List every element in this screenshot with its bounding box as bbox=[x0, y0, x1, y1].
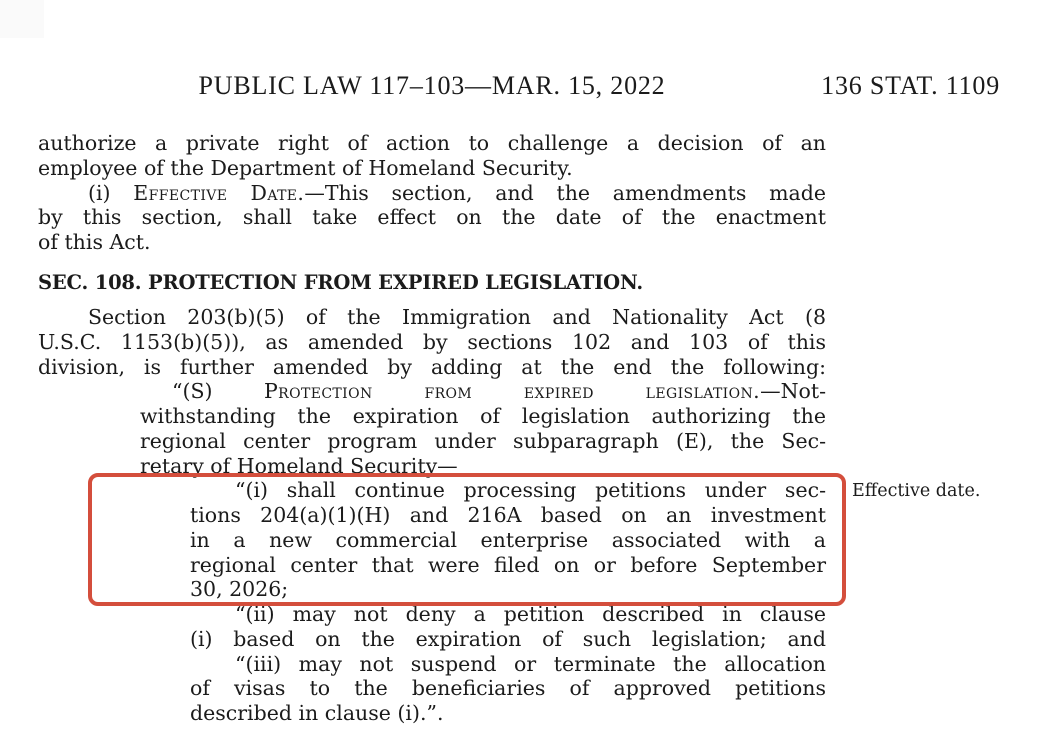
clause-ii-block bbox=[190, 602, 826, 652]
text-line: employee of the Department of Homeland Security. bbox=[38, 155, 573, 180]
text-line: “(iii) may not suspend or terminate the allocation bbox=[235, 651, 826, 676]
small-caps-heading: Protection from expired legislation. bbox=[263, 379, 761, 404]
text-line: 30, 2026; bbox=[190, 577, 289, 602]
text-line: regional center program under subparagraph (E), the Sec- bbox=[140, 428, 826, 453]
text-line: Section 203(b)(5) of the Immigration and Nationality Act (8 bbox=[88, 305, 826, 329]
text-line: in a new commercial enterprise associated with a bbox=[190, 527, 826, 552]
text-line: (i) based on the expiration of such legislation; and bbox=[190, 626, 826, 651]
section-heading: SEC. 108. PROTECTION FROM EXPIRED LEGISLATION. bbox=[38, 270, 643, 294]
statute-text-column bbox=[38, 131, 826, 726]
clause-iii-block bbox=[190, 652, 826, 726]
text-fragment: —Not- bbox=[760, 379, 827, 404]
text-line: U.S.C. 1153(b)(5)), as amended by sections 102 and 103 of this bbox=[38, 329, 826, 354]
text-line: described in clause (i).”. bbox=[190, 701, 444, 725]
text-line: authorize a private right of action to challenge a decision of an bbox=[38, 131, 826, 155]
text-line: regional center that were filed on or before September bbox=[190, 552, 826, 577]
text-line: by this section, shall take effect on the date of the enactment bbox=[38, 205, 826, 230]
text-line: withstanding the expiration of legislation authorizing the bbox=[140, 404, 826, 428]
subsection-s-block bbox=[140, 379, 826, 478]
text-fragment: —This section, and the amendments made bbox=[304, 180, 826, 205]
text-line: of this Act. bbox=[38, 230, 151, 254]
text-line-subsection-s bbox=[140, 379, 826, 404]
small-caps-heading: Effective Date. bbox=[133, 180, 305, 205]
text-line: of visas to the beneficiaries of approved petitions bbox=[190, 676, 826, 701]
text-line: “(i) shall continue processing petitions under sec- bbox=[235, 478, 826, 503]
margin-note-effective-date: Effective date. bbox=[852, 481, 981, 501]
text-line: retary of Homeland Security— bbox=[140, 453, 458, 478]
running-head-title: PUBLIC LAW 117–103—MAR. 15, 2022 bbox=[198, 71, 666, 100]
clause-label: “(S) bbox=[172, 379, 264, 404]
clause-i-block bbox=[190, 478, 826, 602]
clause-label: (i) bbox=[88, 180, 134, 205]
text-line: “(ii) may not deny a petition described in clause bbox=[235, 602, 826, 626]
stat-page-number: 136 STAT. 1109 bbox=[821, 71, 1000, 100]
text-line: division, is further amended by adding at the end the following: bbox=[38, 354, 826, 379]
scan-artifact bbox=[0, 0, 44, 38]
text-line: tions 204(a)(1)(H) and 216A based on an investment bbox=[190, 503, 826, 527]
text-line-effective-date bbox=[38, 181, 826, 206]
